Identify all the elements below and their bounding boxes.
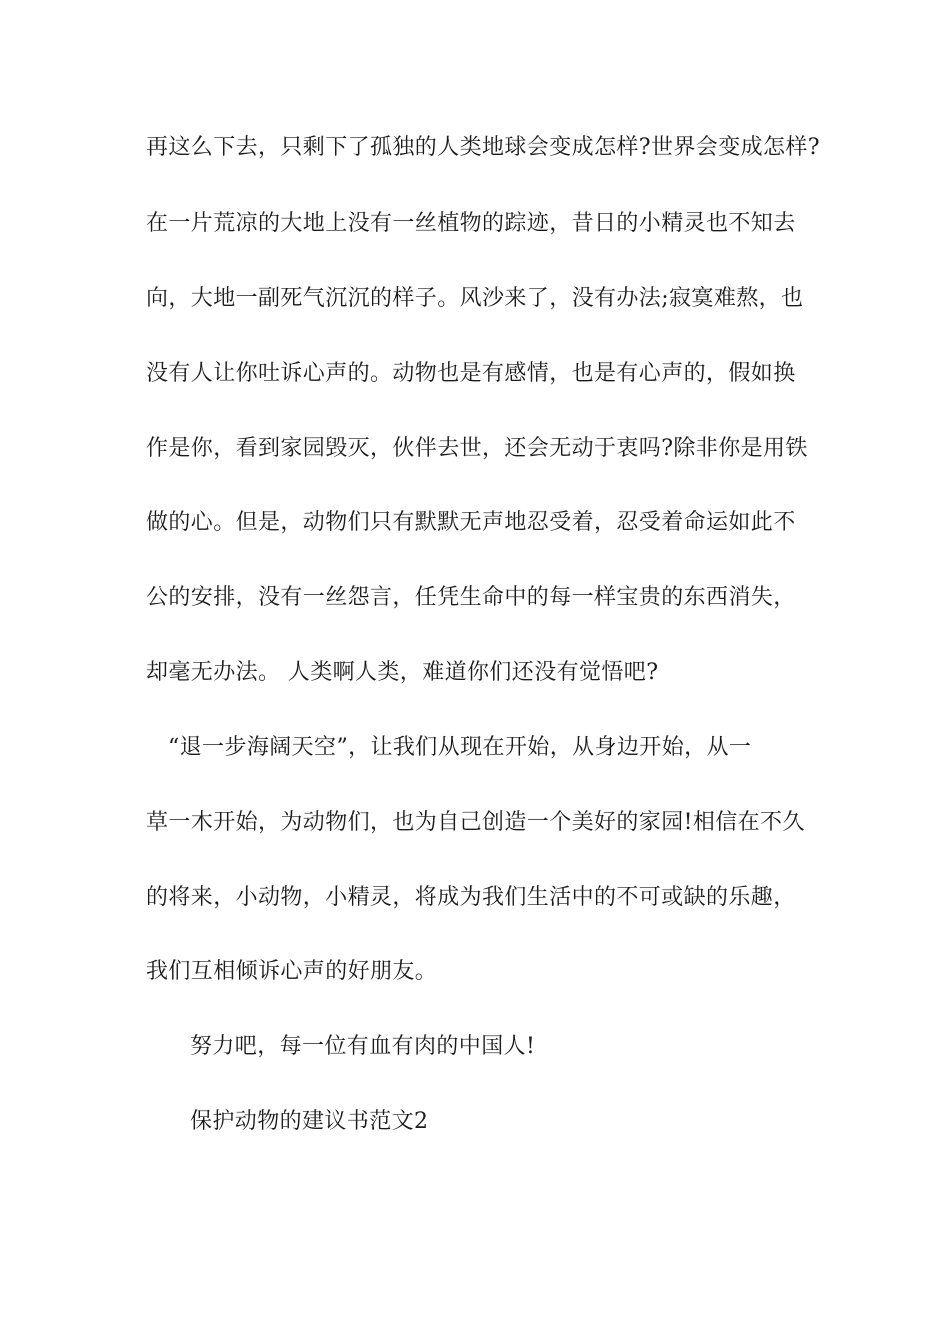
text-line: 草一木开始，为动物们，也为自己创造一个美好的家园!相信在不久 [146, 810, 805, 835]
section-heading: 保护动物的建议书范文2 [190, 1109, 429, 1134]
paragraph-first-line: “退一步海阔天空”，让我们从现在开始，从身边开始，从一 [168, 735, 752, 760]
text-line: 再这么下去，只剩下了孤独的人类地球会变成怎样?世界会变成怎样? [146, 135, 820, 160]
text-line: 我们互相倾诉心声的好朋友。 [146, 959, 438, 984]
text-line: 公的安排，没有一丝怨言，任凭生命中的每一样宝贵的东西消失， [146, 585, 796, 610]
paragraph-line: 努力吧，每一位有血有肉的中国人! [190, 1034, 536, 1059]
text-line: 的将来，小动物，小精灵，将成为我们生活中的不可或缺的乐趣， [146, 885, 796, 910]
text-line: 向，大地一副死气沉沉的样子。风沙来了，没有办法;寂寞难熬，也 [146, 286, 804, 311]
text-line: 作是你，看到家园毁灭，伙伴去世，还会无动于衷吗?除非你是用铁 [146, 436, 808, 461]
text-line: 没有人让你吐诉心声的。动物也是有感情，也是有心声的，假如换 [146, 361, 796, 386]
text-line: 却毫无办法。 人类啊人类，难道你们还没有觉悟吧? [146, 660, 659, 685]
text-line: 做的心。但是，动物们只有默默无声地忍受着，忍受着命运如此不 [146, 510, 796, 535]
text-line: 在一片荒凉的大地上没有一丝植物的踪迹，昔日的小精灵也不知去 [146, 211, 796, 236]
